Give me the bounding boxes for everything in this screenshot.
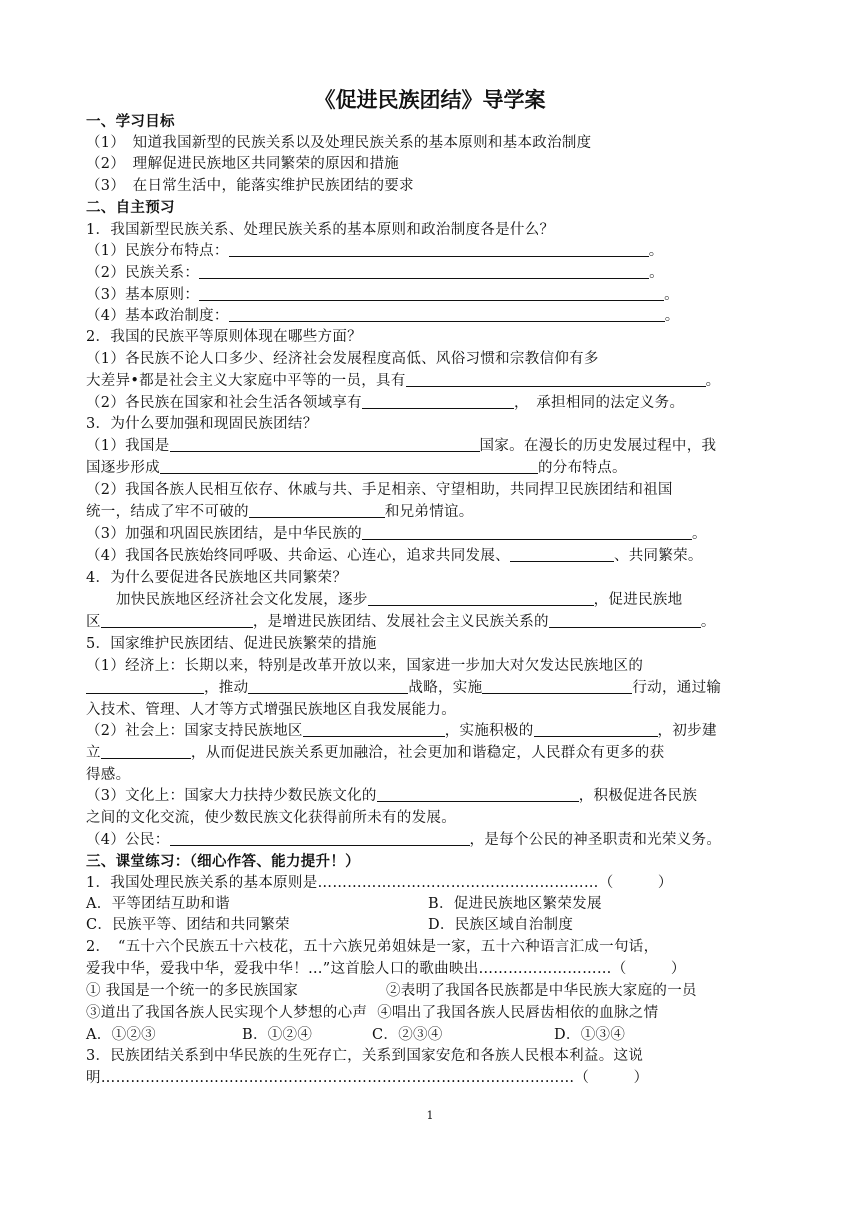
fill-line: [86, 590, 816, 610]
fill-line: [86, 306, 786, 326]
answer-text: 国家。在漫长的历史发展过程中，我: [479, 438, 717, 454]
answer-text: （1）经济上：长期以来，特别是改革开放以来，国家进一步加大对欠发达民族地区的: [86, 658, 644, 674]
fill-line: [86, 436, 786, 456]
answer-text: 的分布特点。: [538, 460, 627, 476]
question-text: 爱我中华，爱我中华，爱我中华！…”这首脍人口的歌曲映出………………………（ ）: [86, 961, 686, 977]
fill-line: [86, 830, 786, 850]
question-text: 1．我国新型民族关系、处理民族关系的基本原则和政治制度各是什么？: [86, 222, 555, 238]
period: 。: [664, 287, 679, 303]
answer-blank[interactable]: [377, 787, 579, 802]
option-c[interactable]: C．②③④: [372, 1027, 443, 1043]
period: 。: [700, 614, 716, 630]
answer-text: （2）我国各族人民相互依存、休戚与共、手足相亲、守望相助，共同捍卫民族团结和祖国: [86, 482, 673, 498]
option-d[interactable]: D．民族区域自治制度: [428, 917, 574, 933]
fill-line: [86, 458, 786, 478]
answer-text: ，推动: [204, 680, 249, 696]
question-text: 明……………………………………………………………………………………（ ）: [86, 1070, 649, 1086]
statement-row: [86, 1003, 786, 1023]
statement: ① 我国是一个统一的多民族国家: [86, 983, 299, 999]
period: 。: [705, 373, 721, 389]
answer-blank[interactable]: [534, 722, 658, 737]
statement-row: [86, 981, 786, 1001]
fill-line: [86, 502, 786, 522]
answer-blank[interactable]: [549, 613, 701, 628]
fill-line: [86, 241, 786, 261]
answer-blank[interactable]: [101, 613, 253, 628]
answer-text: 、共同繁荣。: [613, 548, 703, 564]
answer-blank[interactable]: [362, 525, 692, 540]
option-c[interactable]: C．民族平等、团结和共同繁荣: [86, 917, 290, 933]
question-text: 2．我国的民族平等原则体现在哪些方面？: [86, 329, 362, 345]
answer-blank[interactable]: [86, 679, 204, 694]
fill-line: [86, 743, 786, 763]
answer-text: （1）各民族不论人口多少、经济社会发展程度高低、风俗习惯和宗教信仰有多: [86, 351, 599, 367]
answer-text: 得感。: [86, 767, 131, 783]
period: 。: [664, 308, 680, 324]
fill-line: [86, 678, 786, 698]
answer-text: 之间的文化交流，使少数民族文化获得前所未有的发展。: [86, 810, 456, 826]
answer-text: （2）社会上：国家支持民族地区: [86, 723, 303, 739]
question-text: 1．我国处理民族关系的基本原则是…………………………………………………（ ）: [86, 875, 673, 891]
period: 。: [649, 265, 664, 281]
answer-text: ，是每个公民的神圣职责和光荣义务。: [469, 832, 722, 848]
fill-line: [86, 393, 786, 413]
answer-text: 统一，结成了牢不可破的: [86, 504, 249, 520]
answer-text: ，初步建: [657, 723, 717, 739]
option-row: [86, 894, 786, 914]
answer-text: ，促进民族地: [593, 592, 683, 608]
answer-text: 入技术、管理、人才等方式增强民族地区自我发展能力。: [86, 702, 456, 718]
option-b[interactable]: B．①②④: [242, 1027, 313, 1043]
fill-label: （2）民族关系：: [86, 265, 200, 281]
document-title: 《促进民族团结》导学案: [314, 88, 546, 112]
answer-text: ，是增进民族团结、发展社会主义民族关系的: [252, 614, 549, 630]
fill-line: [86, 285, 786, 305]
answer-blank[interactable]: [199, 264, 649, 279]
fill-line: [86, 546, 786, 566]
option-a[interactable]: A．平等团结互助和谐: [86, 896, 230, 912]
answer-text: 大差异•都是社会主义大家庭中平等的一员，具有: [86, 373, 406, 389]
fill-line: [86, 786, 786, 806]
answer-text: （4）公民：: [86, 832, 170, 848]
statement: ②表明了我国各民族都是中华民族大家庭的一员: [386, 983, 697, 999]
period: 。: [691, 526, 707, 542]
answer-blank[interactable]: [248, 679, 408, 694]
answer-blank[interactable]: [510, 547, 614, 562]
option-row: [86, 915, 786, 935]
fill-line: [86, 371, 786, 391]
answer-blank[interactable]: [249, 503, 385, 518]
question-text: 3．为什么要加强和现固民族团结？: [86, 416, 318, 432]
answer-blank[interactable]: [406, 372, 706, 387]
answer-text: （2）各民族在国家和社会生活各领域享有: [86, 395, 362, 411]
fill-line: [86, 263, 786, 283]
answer-text: （4）我国各民族始终同呼吸、共命运、心连心，追求共同发展、: [86, 548, 510, 564]
statement: ④唱出了我国各族人民唇齿相依的血脉之情: [377, 1005, 659, 1021]
answer-blank[interactable]: [170, 831, 470, 846]
question-text: 2． “五十六个民族五十六枝花，五十六族兄弟姐妹是一家，五十六种语言汇成一句话，: [86, 939, 659, 955]
answer-text: （3）加强和巩固民族团结，是中华民族的: [86, 526, 362, 542]
answer-text: 加快民族地区经济社会文化发展，逐步: [116, 592, 368, 608]
section-heading-objectives: 一、学习目标: [86, 114, 175, 130]
answer-blank[interactable]: [229, 307, 665, 322]
answer-blank[interactable]: [362, 394, 514, 409]
answer-text: 和兄弟情谊。: [384, 504, 474, 520]
question-text: 4．为什么要促进各民族地区共同繁荣？: [86, 570, 348, 586]
question-text: 3．民族团结关系到中华民族的生死存亡，关系到国家安危和各族人民根本利益。这说: [86, 1048, 644, 1064]
answer-blank[interactable]: [368, 591, 594, 606]
statement: ③道出了我国各族人民实现个人梦想的心声: [86, 1005, 368, 1021]
answer-blank[interactable]: [170, 437, 480, 452]
period: 。: [648, 243, 664, 259]
section-heading-practice: 三、课堂练习：（细心作答、能力提升！）: [86, 854, 360, 870]
answer-text: 国逐步形成: [86, 460, 160, 476]
fill-label: （3）基本原则：: [86, 287, 200, 303]
fill-line: [86, 612, 786, 632]
answer-text: 立: [86, 745, 101, 761]
answer-blank[interactable]: [199, 286, 664, 301]
answer-text: 区: [86, 614, 101, 630]
option-d[interactable]: D．①③④: [554, 1027, 626, 1043]
objective-item: （2） 理解促进民族地区共同繁荣的原因和措施: [86, 156, 400, 172]
answer-text: （3）文化上：国家大力扶持少数民族文化的: [86, 788, 377, 804]
option-b[interactable]: B．促进民族地区繁荣发展: [428, 896, 602, 912]
option-a[interactable]: A．①②③: [86, 1027, 156, 1043]
question-text: 5．国家维护民族团结、促进民族繁荣的措施: [86, 636, 377, 652]
answer-text: ，实施积极的: [444, 723, 534, 739]
answer-blank[interactable]: [482, 679, 632, 694]
answer-text: ，积极促进各民族: [578, 788, 698, 804]
page-number: 1: [426, 1109, 434, 1122]
fill-label: （1）民族分布特点：: [86, 243, 229, 259]
answer-text: 行动，通过输: [632, 680, 722, 696]
answer-text: ， 承担相同的法定义务。: [513, 395, 685, 411]
option-row: [86, 1025, 786, 1045]
section-heading-preview: 二、自主预习: [86, 200, 175, 216]
answer-blank[interactable]: [303, 722, 445, 737]
answer-text: ，从而促进民族关系更加融洽，社会更加和谐稳定，人民群众有更多的获: [190, 745, 665, 761]
fill-line: [86, 524, 786, 544]
objective-item: （3） 在日常生活中，能落实维护民族团结的要求: [86, 178, 414, 194]
fill-line: [86, 721, 786, 741]
answer-blank[interactable]: [101, 744, 191, 759]
answer-blank[interactable]: [160, 459, 538, 474]
fill-label: （4）基本政治制度：: [86, 308, 229, 324]
answer-blank[interactable]: [229, 242, 649, 257]
objective-item: （1） 知道我国新型的民族关系以及处理民族关系的基本原则和基本政治制度: [86, 135, 592, 151]
answer-text: （1）我国是: [86, 438, 170, 454]
answer-text: 战略，实施: [408, 680, 483, 696]
